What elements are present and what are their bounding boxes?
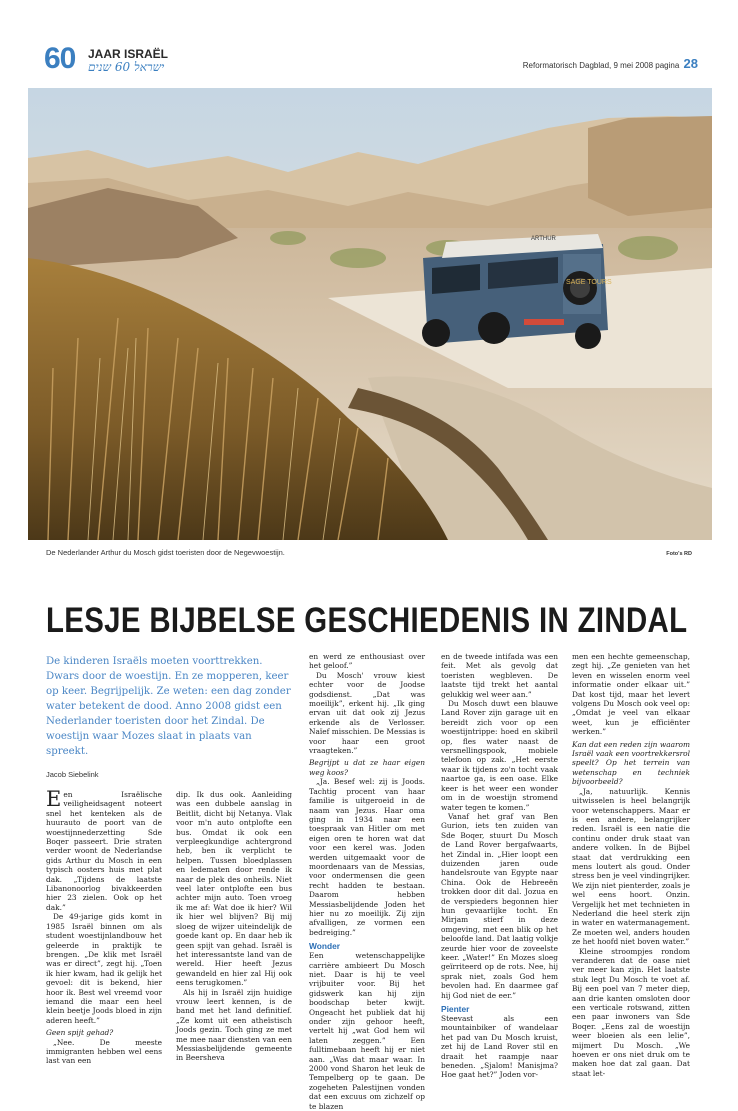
paragraph: Als hij in Israël zijn huidige vrouw leert kennen, is de band met het land definitief. „Ze komt uit een atheïstisch Joods gezin. Toch ging ze met me mee naar diensten van een Messiasbelijdende gemeente in Beersheva bbox=[176, 987, 292, 1063]
article-column-5 bbox=[572, 652, 690, 1078]
paragraph: Du Mosch duwt een blauwe Land Rover zijn garage uit en bereidt zich voor op een woestijntrippe: hoed en skibril op, fles water naast de versnellingspook, mobiele telefoon op zak. „Het eerste waar ik tijdens zo'n tocht vaak naartoe ga, is een oase. Elke keer is het weer een wonder om in de woestijn stromend water tegen te komen.” bbox=[441, 699, 558, 812]
article-column-3 bbox=[309, 652, 425, 1111]
paragraph bbox=[46, 787, 162, 912]
paragraph: „Nee. De meeste immigranten hebben wel eens last van een bbox=[46, 1037, 162, 1066]
photo-caption: De Nederlander Arthur du Mosch gidst toeristen door de Negevwoestijn. bbox=[46, 548, 285, 557]
drop-cap: E bbox=[46, 787, 62, 811]
paragraph: „Ja, natuurlijk. Kennis uitwisselen is heel belangrijk voor wetenschappers. Maar er is een andere, belangrijker reden. Israël is een natie die continu onder druk staat van andere volken. In de Bijbel staat dat verdrukking een mens loutert als goud. Onder stress ben je veel vindingrijker. We zijn niet pienterder, zoals je wel eens hoort. Onzin. Vergelijk het met technieten in Nederland die heel sterk zijn in water en watermanagement. Ze moeten wel, anders houden ze het hoofd niet boven water.” bbox=[572, 786, 690, 947]
interview-question: Geen spijt gehad? bbox=[46, 1028, 114, 1038]
paragraph: „Ja. Besef wel: zij is Joods. Tachtig procent van haar familie is uitgeroeid in de naam van Jezus. Haar oma ging in 1934 naar een toespraak van Hitler om met eigen oren te horen wat dat voor een kerel was. Joden werden uitgemaakt voor de moordenaars van de Messias, voor ondermensen die geen recht hadden te bestaan. Daarom hebben Messiasbelijdende Joden het hier nu zo moeilijk. Zij zijn afvalligen, ze vormen een bedreiging.” bbox=[309, 777, 425, 937]
paragraph: Du Mosch' vrouw kiest echter voor de Joodse godsdienst. „Dat was moeilijk”, erkent hij. „Ik ging ervan uit dat ook zij Jezus erkende als de Verlosser. Naïef misschien. De Messias is voor haar een groot vraagteken.” bbox=[309, 670, 425, 756]
publication-line bbox=[523, 58, 698, 72]
tire-cover-text: SAGE TOURS bbox=[566, 279, 612, 286]
paragraph: Een wetenschappelijke carrière ambieert Du Mosch niet. Daar is hij te veel vrijbuiter voor. Bij het gidswerk kan hij zijn boodschap beter kwijt. Ongeacht het publiek dat hij onder zijn gehoor heeft, vertelt hij „wat God hem wil laten zeggen.” Een fulltimebaan heeft hij er niet aan. „Was dat maar waar. In 2000 vond Sharon het leuk de Tempelberg op te gaan. De zogeheten Palestijnen vonden dat een excuus om zichzelf op te blazen bbox=[309, 951, 425, 1111]
article-byline: Jacob Siebelink bbox=[46, 770, 99, 779]
paragraph: men een hechte gemeenschap, zegt hij. „Ze genieten van het leven en wisselen enorm veel informatie onder elkaar uit.” Dat kost tijd, maar het levert volgens Du Mosch ook veel op: „Omdat je veel van elkaar weet, kun je efficiënter werken.” bbox=[572, 652, 690, 737]
subheading-pienter: Pienter bbox=[441, 1004, 470, 1015]
desert-photo bbox=[28, 88, 712, 540]
article-column-1 bbox=[46, 787, 162, 1068]
article-headline: LESJE BIJBELSE GESCHIEDENIS IN ZINDAL bbox=[46, 601, 688, 640]
interview-question: Begrijpt u dat ze haar eigen weg koos? bbox=[309, 758, 425, 777]
article-column-2 bbox=[176, 790, 292, 1068]
paragraph: Steevast als een mountainbiker of wandelaar het pad van Du Mosch kruist, zet hij de Land Rover stil en draait het raampje naar beneden. „Sjalom! Manisjma? Hoe gaat het?” Joden vor- bbox=[441, 1014, 558, 1080]
publication-name: Reformatorisch Dagblad, 9 mei 2008 pagina bbox=[522, 61, 680, 70]
paragraph: De 49-jarige gids komt in 1985 Israël binnen om als student woestijnlandbouw het geleerde in praktijk te brengen. „De klik met Israël was er direct”, zegt hij. „Toen ik hier kwam, had ik gelijk het gevoel: dit is bekend, hier hoor ik. Best wel vreemd voor iemand die maar een heel klein beetje Joods bloed in zijn aderen heeft.” bbox=[46, 912, 162, 1025]
masthead-hebrew: ישראל 60 שנים bbox=[88, 60, 165, 74]
interview-question: Kan dat een reden zijn waarom Israël vaak een voortrekkersrol speelt? Op het terrein van wetenschap en techniek bijvoorbeeld? bbox=[572, 739, 690, 787]
page-number: 28 bbox=[683, 56, 698, 71]
photo-credit: Foto's RD bbox=[666, 551, 692, 557]
masthead bbox=[44, 44, 698, 76]
paragraph: Kleine stroompjes rondom veranderen dat de oase niet ver meer kan zijn. Het laatste stuk legt Du Mosch te voet af. Bij een poel van 7 meter diep, aan drie kanten omsloten door een verticale rotswand, zitten een paar inwoners van Sde Boqer. „Eens zal de woestijn weer bloeien als een lelie”, mijmert Du Mosch. „We hoeven er ons niet druk om te maken hoe dat zal gaan. Dat staat let- bbox=[572, 946, 690, 1078]
paragraph: en werd ze enthousiast over het geloof.” bbox=[309, 652, 425, 671]
article-intro: De kinderen Israëls moeten voorttrekken. Dwars door de woestijn. En ze mopperen, keer op keer. Begrijpelijk. Ze weten: een dag zonder water betekent de dood. Anno 2008 gidst een Nederlander toeristen door het Zindal. De woestijn waar Mozes slaat in plaats van spreekt. bbox=[46, 656, 291, 757]
roof-sign-text: ARTHUR bbox=[531, 236, 556, 242]
masthead-number: 60 bbox=[44, 42, 76, 75]
land-rover bbox=[422, 234, 612, 349]
paragraph: Vanaf het graf van Ben Gurion, iets ten zuiden van Sde Boqer, stuurt Du Mosch de Land Rover bergafwaarts, het Zindal in. „Hier loopt een duizenden jaren oude handelsroute van Egypte naar China. Ook de Hebreeën trokken door dit dal. Jozua en de verspieders begonnen hier hun gevaarlijke tocht. En Mirjam stierf in deze omgeving, met een blik op het beloofde land. Dat laatig volkje zeurde hier voor de zoveelste keer. „Water!” En Mozes sloeg geïrriteerd op de rots. Nee, hij sprak niet, zoals God hem bevolen had. En daarmee gaf hij God niet de eer.” bbox=[441, 811, 558, 1000]
masthead-title: JAAR ISRAËL bbox=[88, 47, 169, 61]
paragraph: en de tweede intifada was een feit. Met als gevolg dat toeristen wegbleven. De laatste tijd trekt het aantal gelukkig wel weer aan.” bbox=[441, 652, 558, 699]
article-column-4 bbox=[441, 652, 558, 1080]
paragraph-text: en Israëlische veiligheidsagent noteert snel het kenteken als de huurauto de poort van de woestijnnederzetting Sde Boqer passeert. Drie straten verder woont de Nederlandse gids Arthur du Mosch in een typisch oosters huis met plat dak. „Tijdens de laatste Libanonoorlog bivakkeerden hier 23 zielen. Ook op het dak.” bbox=[46, 790, 162, 912]
paragraph: dip. Ik dus ook. Aanleiding was een dubbele aanslag in Beitlit, dicht bij Netanya. Vlak voor m'n auto ontplofte een bus. Omdat ik ook een verpleegkundige achtergrond heb, ben ik verplicht te helpen. Tussen bloedplassen en ledematen door rende ik naar de plek des onheils. Niet veel later ontplofte een bus achter mijn auto. Toen vroeg ik me af: Wat doe ik hier? Wil ik hier wel blijven? Bij mij sloeg de wijzer uiteindelijk de goede kant op. En daar heb ik geen spijt van gehad. Israël is het interessantste land van de wereld. Hier heeft Jezus gewandeld en hier zal Hij ook eens terugkomen.” bbox=[176, 790, 292, 988]
subheading-wonder: Wonder bbox=[309, 941, 341, 952]
